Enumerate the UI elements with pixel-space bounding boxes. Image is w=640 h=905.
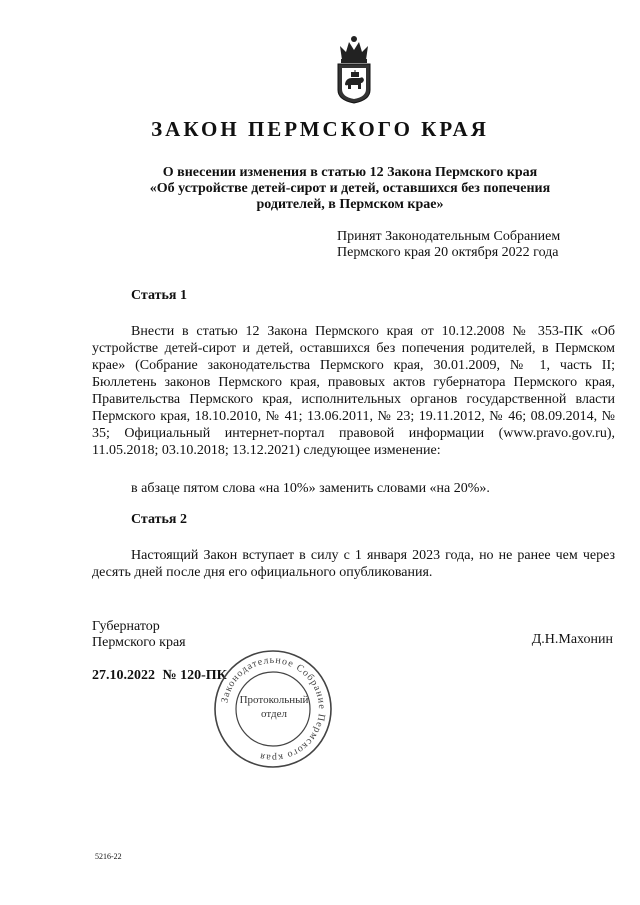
stamp-center-line: отдел [261,708,287,720]
adoption-note [337,229,617,261]
subject-line: О внесении изменения в статью 12 Закона Пермского края [162,165,538,180]
article-2-text: Настоящий Закон вступает в силу с 1 января 2023 года, но не ранее чем через десять дней после дня его официального опубликования. [92,548,615,580]
stamp-center-line: Протокольный [239,694,309,706]
subject-line: родителей, в Пермском крае» [256,197,444,212]
document-code: 5216-22 [95,852,122,861]
signing-date: 27.10.2022 [92,668,155,683]
law-number: № 120-ПК [162,668,227,683]
adoption-line: Принят Законодательным Собранием [337,229,561,244]
stamp-ring-text: Законодательное Собрание Пермского края [219,654,328,764]
signing-date-number [92,668,231,684]
article-1-text: Внести в статью 12 Закона Пермского края от 10.12.2008 № 353-ПК «Об устройстве детей-сирот и детей, оставшихся без попечения родителей, в Пермском крае» (Собрание законодательства Пермского края, 30.01.2009, № 1, часть II; Бюллетень законов Пермского края, правовых актов губернатора Пермского края, Правительства Пермского края, исполнительных органов государственной власти Пермского края, 18.10.2010, № 41; 13.06.2011, № 23; 19.11.2012, № 46; 08.09.2014, № 35; Официальный интернет-портал правовой информации (www.pravo.gov.ru), 11.05.2018; 03.10.2018; 13.12.2021) следующее изменение: [92,324,615,458]
perm-krai-coat-of-arms-icon [332,34,376,104]
law-title: ЗАКОН ПЕРМСКОГО КРАЯ [151,117,489,141]
adoption-line: Пермского края 20 октября 2022 года [337,245,559,260]
article-1-change: в абзаце пятом слова «на 10%» заменить словами «на 20%». [131,481,490,496]
article-1-heading: Статья 1 [131,288,187,303]
signatory-position-line: Пермского края [92,635,186,650]
signatory-position [92,619,186,651]
article-2-heading: Статья 2 [131,512,187,527]
signatory-position-line: Губернатор [92,619,160,634]
stamp-center-text [236,693,312,721]
subject-line: «Об устройстве детей-сирот и детей, оставшихся без попечения [149,181,551,196]
law-subject [120,165,580,213]
signatory-name: Д.Н.Махонин [531,632,613,647]
